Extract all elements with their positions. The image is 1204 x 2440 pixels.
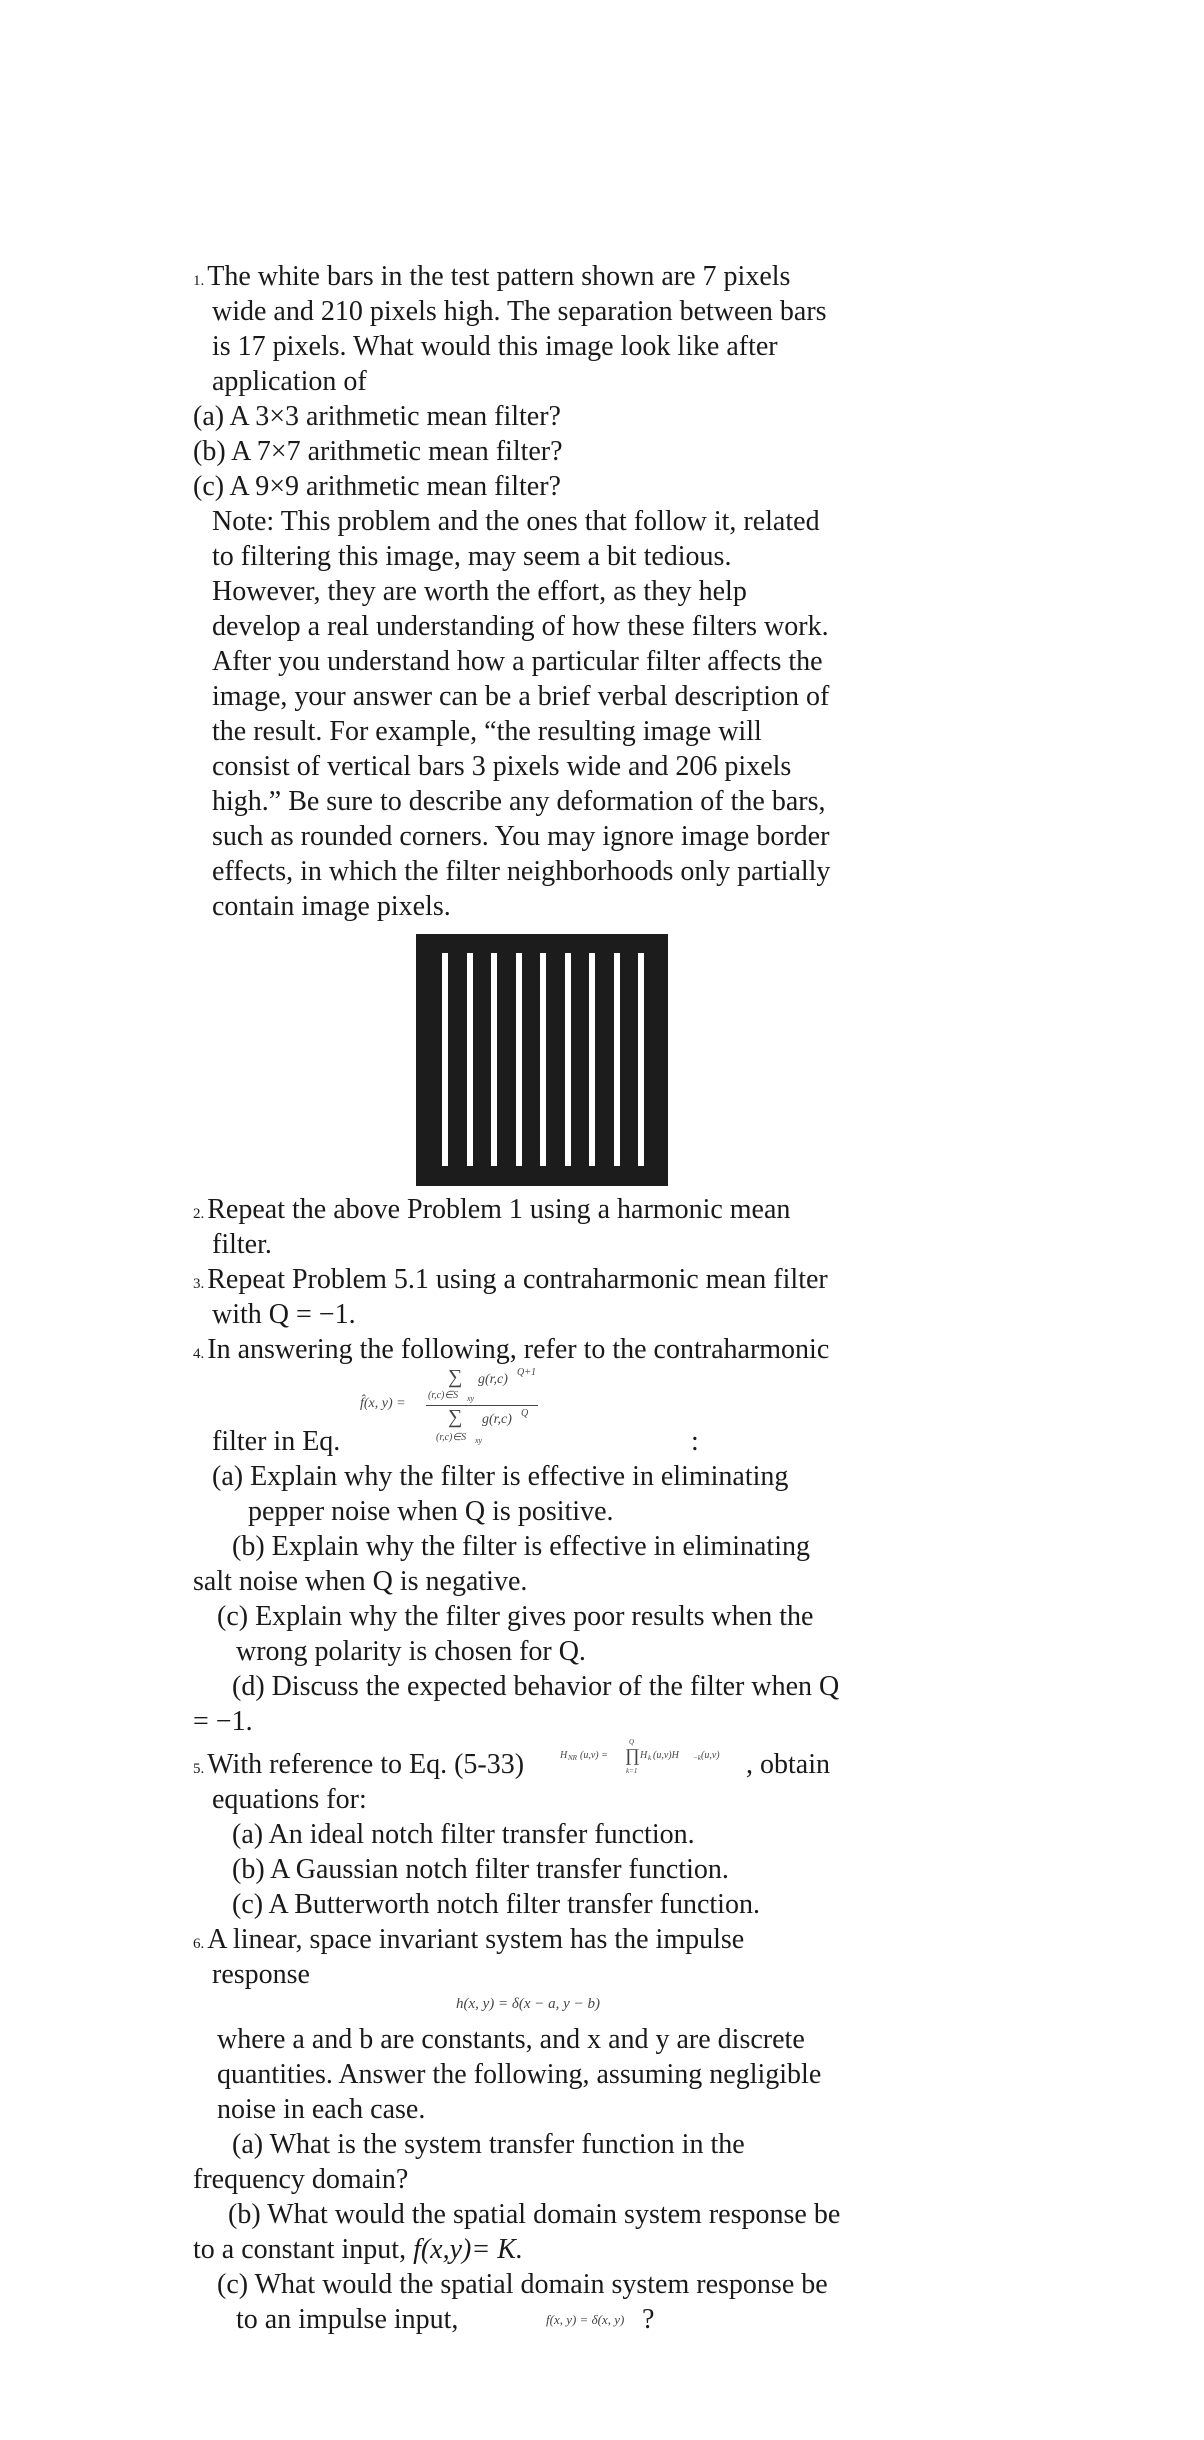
problem-1-note-line: effects, in which the filter neighborhoods only partially bbox=[212, 856, 831, 887]
problem-6-line-1 bbox=[193, 1923, 744, 1961]
notch-lhs-sub: NR bbox=[568, 1754, 577, 1762]
sum-index-sub: xy bbox=[475, 1436, 483, 1445]
problem-6-part-b-cont bbox=[193, 2233, 523, 2267]
problem-6-part-c-end: ? bbox=[642, 2304, 655, 2335]
problem-1-line-1 bbox=[193, 260, 790, 298]
problem-4-part-b: (b) Explain why the filter is effective in eliminating bbox=[232, 1531, 810, 1562]
impulse-input-equation: f(x, y) = δ(x, y) bbox=[546, 2312, 625, 2327]
problem-1-note-line: After you understand how a particular filter affects the bbox=[212, 646, 823, 677]
problem-3-line-1 bbox=[193, 1263, 828, 1301]
test-pattern-image bbox=[416, 934, 668, 1186]
sum-symbol: ∑ bbox=[448, 1406, 463, 1428]
white-bar bbox=[638, 953, 644, 1166]
numerator-exponent: Q+1 bbox=[517, 1367, 536, 1378]
problem-1-part-b: (b) A 7×7 arithmetic mean filter? bbox=[193, 436, 563, 467]
white-bar bbox=[467, 953, 473, 1166]
denominator-exponent: Q bbox=[521, 1408, 529, 1419]
problem-6-line-2: response bbox=[212, 1959, 310, 1990]
problem-4-part-c-cont: wrong polarity is chosen for Q. bbox=[236, 1636, 586, 1667]
sum-symbol: ∑ bbox=[448, 1366, 463, 1388]
problem-1-text: The white bars in the test pattern shown are 7 pixels bbox=[207, 261, 791, 292]
problem-1-note-line: the result. For example, “the resulting image will bbox=[212, 716, 762, 747]
problem-4-text: In answering the following, refer to the contraharmonic bbox=[207, 1334, 830, 1365]
problem-4-number: 4. bbox=[193, 1346, 205, 1362]
sum-index: (r,c)∈S bbox=[436, 1432, 467, 1443]
problem-1-part-a: (a) A 3×3 arithmetic mean filter? bbox=[193, 401, 561, 432]
problem-6-body: where a and b are constants, and x and y are discrete bbox=[217, 2024, 805, 2055]
fraction-bar bbox=[426, 1405, 538, 1406]
problem-1-line-2: wide and 210 pixels high. The separation between bars bbox=[212, 296, 827, 327]
white-bar bbox=[442, 953, 448, 1166]
impulse-response-equation: h(x, y) = δ(x − a, y − b) bbox=[456, 1996, 600, 2012]
problem-1-note-line: image, your answer can be a brief verbal description of bbox=[212, 681, 830, 712]
notch-term-1-sub: k bbox=[648, 1754, 652, 1762]
problem-2-line-2: filter. bbox=[212, 1229, 272, 1260]
problem-5-part-c: (c) A Butterworth notch filter transfer function. bbox=[232, 1889, 760, 1920]
problem-4-part-d: (d) Discuss the expected behavior of the filter when Q bbox=[232, 1671, 840, 1702]
problem-5-line-1 bbox=[193, 1748, 524, 1786]
problem-1-note-line: high.” Be sure to describe any deformation of the bars, bbox=[212, 786, 826, 817]
problem-6-part-c-cont: to an impulse input, bbox=[236, 2304, 459, 2335]
notch-lhs-args: (u,v) = bbox=[580, 1750, 608, 1761]
notch-lhs: H bbox=[560, 1750, 568, 1761]
problem-6-part-a-cont: frequency domain? bbox=[193, 2164, 409, 2195]
problem-6-number: 6. bbox=[193, 1936, 205, 1952]
problem-3-line-2: with Q = −1. bbox=[212, 1299, 356, 1330]
problem-1-note-line: to filtering this image, may seem a bit tedious. bbox=[212, 541, 732, 572]
equation-lhs: f̂(x, y) = bbox=[360, 1396, 406, 1411]
problem-4-part-a: (a) Explain why the filter is effective in eliminating bbox=[212, 1461, 789, 1492]
problem-1-note-line: consist of vertical bars 3 pixels wide and 206 pixels bbox=[212, 751, 792, 782]
notch-term-2-args: (u,v) bbox=[701, 1750, 720, 1761]
white-bar bbox=[565, 953, 571, 1166]
problem-1-note-line: develop a real understanding of how these filters work. bbox=[212, 611, 829, 642]
problem-6-text: A linear, space invariant system has the impulse bbox=[207, 1924, 745, 1955]
part-b-text: to a constant input, bbox=[193, 2234, 407, 2265]
problem-4-part-a-cont: pepper noise when Q is positive. bbox=[248, 1496, 614, 1527]
problem-4-colon: : bbox=[691, 1426, 699, 1457]
sum-index-sub: xy bbox=[467, 1394, 475, 1403]
problem-2-line-1 bbox=[193, 1193, 790, 1231]
problem-5-number: 5. bbox=[193, 1761, 205, 1777]
part-b-function: f(x,y) bbox=[413, 2234, 472, 2265]
problem-1-note-line: such as rounded corners. You may ignore image border bbox=[212, 821, 830, 852]
white-bar bbox=[614, 953, 620, 1166]
problem-6-body: noise in each case. bbox=[217, 2094, 426, 2125]
white-bar bbox=[540, 953, 546, 1166]
problem-5-line-2: equations for: bbox=[212, 1784, 367, 1815]
problem-2-number: 2. bbox=[193, 1206, 205, 1222]
problem-1-part-c: (c) A 9×9 arithmetic mean filter? bbox=[193, 471, 561, 502]
part-b-value: = K. bbox=[471, 2234, 523, 2265]
white-bar bbox=[589, 953, 595, 1166]
problem-3-number: 3. bbox=[193, 1276, 205, 1292]
notch-term-1-args: (u,v)H bbox=[653, 1750, 679, 1761]
problem-1-number: 1. bbox=[193, 273, 205, 289]
problem-4-line-2: filter in Eq. bbox=[212, 1426, 341, 1457]
problem-5-text: With reference to Eq. (5-33) bbox=[207, 1749, 525, 1780]
product-upper: Q bbox=[629, 1738, 635, 1746]
problem-5-part-a: (a) An ideal notch filter transfer function. bbox=[232, 1819, 695, 1850]
problem-4-part-c: (c) Explain why the filter gives poor results when the bbox=[217, 1601, 814, 1632]
contraharmonic-equation bbox=[360, 1364, 560, 1450]
numerator: g(r,c) bbox=[478, 1372, 508, 1387]
problem-3-text: Repeat Problem 5.1 using a contraharmonic mean filter bbox=[207, 1264, 828, 1295]
problem-1-note-line: Note: This problem and the ones that follow it, related bbox=[212, 506, 820, 537]
problem-6-body: quantities. Answer the following, assuming negligible bbox=[217, 2059, 822, 2090]
problem-1-line-3: is 17 pixels. What would this image look like after bbox=[212, 331, 778, 362]
notch-term-2-sub: −k bbox=[693, 1754, 701, 1762]
problem-6-part-a: (a) What is the system transfer function in the bbox=[232, 2129, 745, 2160]
product-symbol: ∏ bbox=[625, 1745, 640, 1765]
problem-4-part-b-cont: salt noise when Q is negative. bbox=[193, 1566, 528, 1597]
problem-6-part-b: (b) What would the spatial domain system response be bbox=[228, 2199, 841, 2230]
product-lower: k=1 bbox=[626, 1767, 638, 1775]
problem-4-part-d-cont: = −1. bbox=[193, 1706, 253, 1737]
problem-5-part-b: (b) A Gaussian notch filter transfer function. bbox=[232, 1854, 729, 1885]
notch-term-1: H bbox=[640, 1750, 648, 1761]
sum-index: (r,c)∈S bbox=[428, 1390, 459, 1401]
notch-equation bbox=[560, 1740, 740, 1774]
problem-1-line-4: application of bbox=[212, 366, 367, 397]
white-bar bbox=[491, 953, 497, 1166]
problem-1-note-line: contain image pixels. bbox=[212, 891, 451, 922]
problem-5-line-1-end: , obtain bbox=[746, 1749, 830, 1780]
white-bar bbox=[516, 953, 522, 1166]
denominator: g(r,c) bbox=[482, 1412, 512, 1427]
problem-2-text: Repeat the above Problem 1 using a harmonic mean bbox=[207, 1194, 791, 1225]
problem-6-part-c: (c) What would the spatial domain system response be bbox=[217, 2269, 828, 2300]
problem-1-note-line: However, they are worth the effort, as they help bbox=[212, 576, 747, 607]
